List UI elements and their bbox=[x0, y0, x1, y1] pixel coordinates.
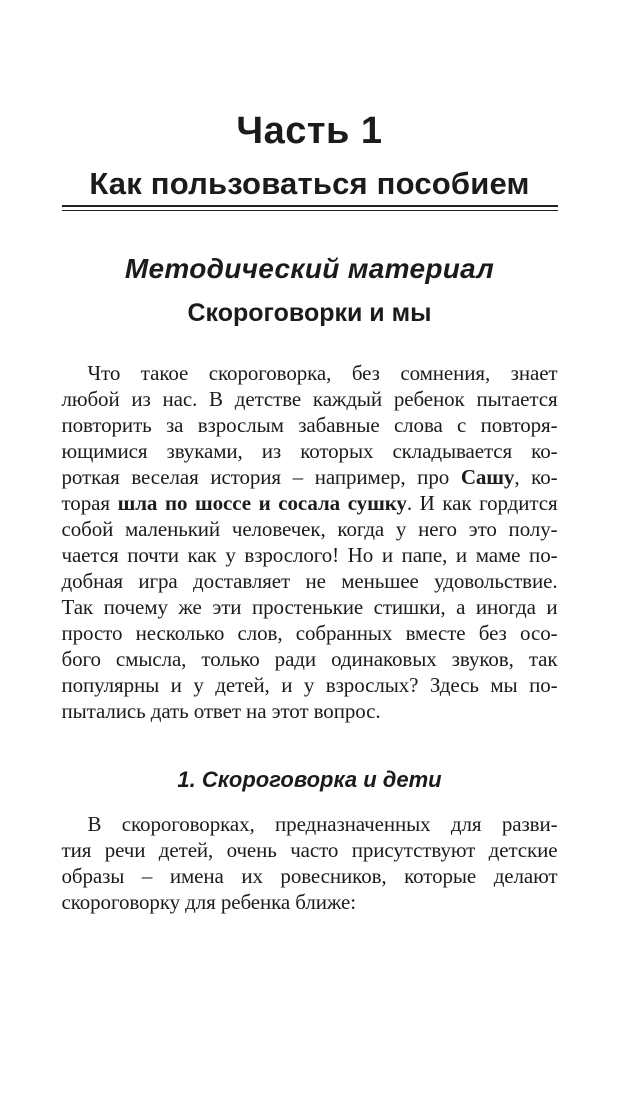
paragraph-line bbox=[62, 464, 558, 490]
paragraph-line bbox=[62, 490, 558, 516]
body-text: собой маленький человечек, когда у него это полу- bbox=[61, 517, 558, 541]
double-rule-divider bbox=[62, 205, 558, 211]
body-text: чается почти как у взрослого! Но и папе, и маме по- bbox=[61, 543, 558, 567]
subsection-heading: 1. Скороговорка и дети bbox=[177, 767, 442, 792]
paragraph-line bbox=[62, 542, 558, 568]
body-text: пытались дать ответ на этот вопрос. bbox=[61, 699, 381, 723]
body-text: бого смысла, только ради одинаковых звуков, так bbox=[61, 647, 558, 671]
paragraph-line bbox=[62, 837, 558, 863]
body-text: скороговорку для ребенка ближе: bbox=[61, 890, 356, 914]
body-text: повторить за взрослым забавные слова с повторя- bbox=[61, 413, 558, 437]
emphasized-text: шла по шоссе и сосала сушку bbox=[117, 491, 407, 515]
paragraph-line bbox=[62, 594, 558, 620]
paragraph-line bbox=[62, 438, 558, 464]
paragraph-line bbox=[62, 863, 558, 889]
method-heading: Методический материал bbox=[124, 253, 495, 284]
paragraph-line bbox=[62, 568, 558, 594]
body-text: любой из нас. В детстве каждый ребенок пытается bbox=[61, 387, 558, 411]
paragraph-line bbox=[62, 889, 558, 915]
paragraph-line bbox=[62, 811, 558, 837]
paragraph-line bbox=[62, 516, 558, 542]
part-title: Часть 1 bbox=[236, 110, 383, 152]
emphasized-text: Сашу bbox=[460, 465, 515, 489]
body-text: торая bbox=[61, 491, 118, 515]
paragraph-line bbox=[62, 672, 558, 698]
body-text: . И как гордится bbox=[406, 491, 558, 515]
body-text: образы – имена их ровесников, которые делают bbox=[61, 864, 558, 888]
paragraph-line bbox=[62, 386, 558, 412]
body-text: Что такое скороговорка, без сомнения, знает bbox=[87, 361, 558, 385]
paragraph-intro bbox=[62, 360, 558, 724]
paragraph-line bbox=[62, 620, 558, 646]
book-page-background bbox=[0, 110, 619, 1110]
part-subtitle: Как пользоваться пособием bbox=[89, 166, 530, 201]
body-text: добная игра доставляет не меньшее удовольствие. bbox=[61, 569, 558, 593]
body-text: тия речи детей, очень часто присутствуют детские bbox=[61, 838, 558, 862]
body-text: ющимися звуками, из которых складывается ко- bbox=[61, 439, 558, 463]
paragraph-line bbox=[62, 646, 558, 672]
book-page bbox=[62, 110, 558, 915]
paragraph-children bbox=[62, 811, 558, 915]
body-text: популярны и у детей, и у взрослых? Здесь мы по- bbox=[61, 673, 558, 697]
paragraph-line bbox=[62, 698, 558, 724]
body-text: Так почему же эти простенькие стишки, а иногда и bbox=[61, 595, 558, 619]
paragraph-line bbox=[62, 412, 558, 438]
chapter-heading: Скороговорки и мы bbox=[187, 299, 432, 327]
body-text: В скороговорках, предназначенных для разви- bbox=[87, 812, 558, 836]
body-text: роткая веселая история – например, про bbox=[61, 465, 461, 489]
body-text: просто несколько слов, собранных вместе без осо- bbox=[61, 621, 558, 645]
body-text: , ко- bbox=[514, 465, 558, 489]
paragraph-line bbox=[62, 360, 558, 386]
